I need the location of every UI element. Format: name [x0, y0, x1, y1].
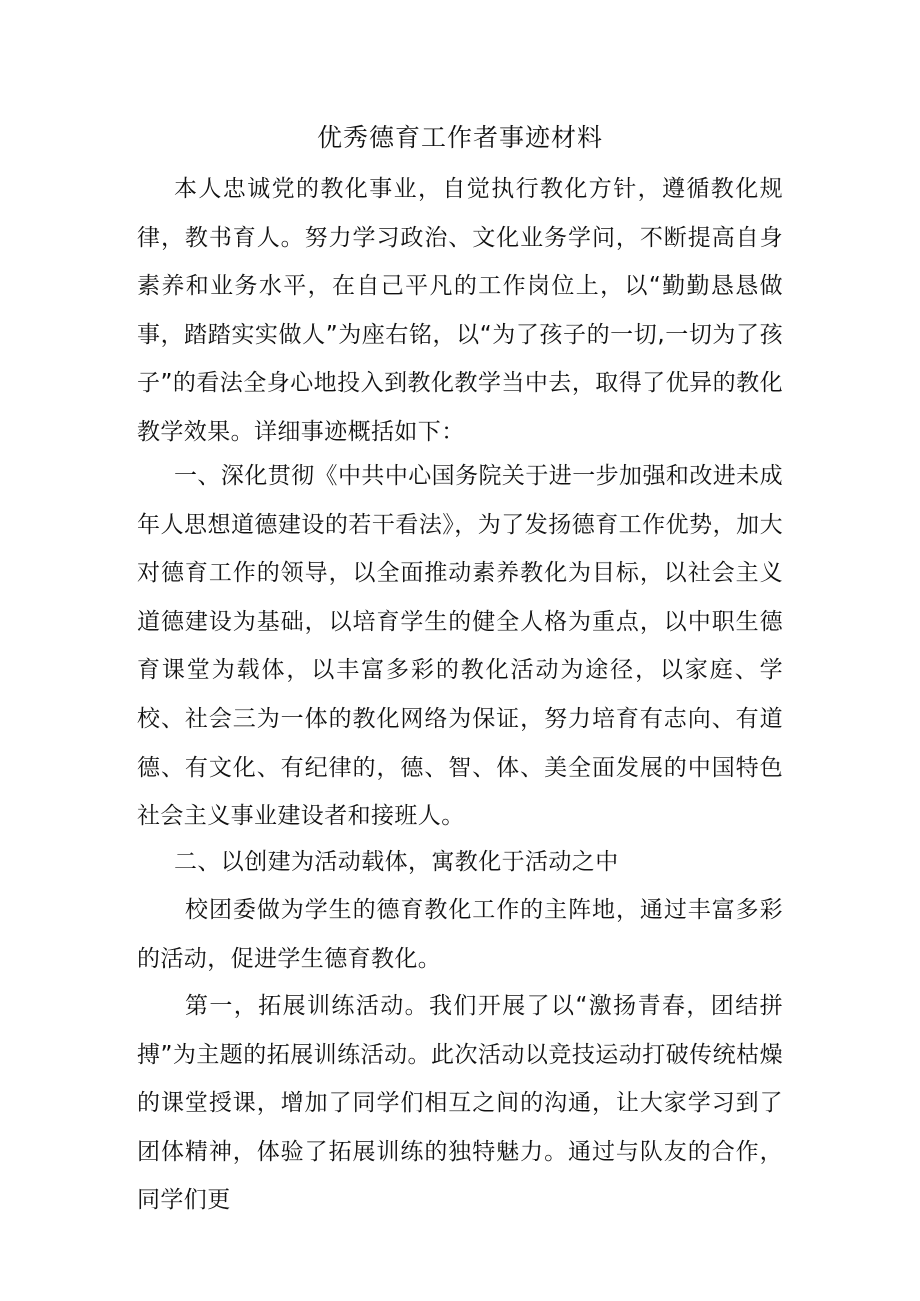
- paragraph-youth-league: 校团委做为学生的德育教化工作的主阵地，通过丰富多彩的活动，促进学生德育教化。: [137, 897, 783, 972]
- paragraph-section-one: 一、深化贯彻《中共中心国务院关于进一步加强和改进未成年人思想道德建设的若干看法》，为了发扬德育工作优势，加大对德育工作的领导，以全面推动素养教化为目标，以社会主义道德建设为基础，以培育学生的健全人格为重点，以中职生德育课堂为载体，以丰富多彩的教化活动为途径，以家庭、学校、社会三为一体的教化网络为保证，努力培育有志向、有道德、有文化、有纪律的，德、智、体、美全面发展的中国特色社会主义事业建设者和接班人。: [137, 463, 783, 830]
- paragraph-outward-training: 第一，拓展训练活动。我们开展了以“激扬青春，团结拼搏”为主题的拓展训练活动。此次活动以竞技运动打破传统枯燥的课堂授课，增加了同学们相互之间的沟通，让大家学习到了团体精神，体验了拓展训练的独特魅力。通过与队友的合作，同学们更: [137, 993, 783, 1214]
- paragraph-intro: 本人忠诚党的教化事业，自觉执行教化方针，遵循教化规律，教书育人。努力学习政治、文化业务学问，不断提高自身素养和业务水平，在自己平凡的工作岗位上，以“勤勤恳恳做事，踏踏实实做人”为座右铭，以“为了孩子的一切,一切为了孩子”的看法全身心地投入到教化教学当中去，取得了优异的教化教学效果。详细事迹概括如下：: [137, 176, 783, 445]
- heading-section-two: 二、以创建为活动载体，寓教化于活动之中: [174, 849, 619, 875]
- document-title: 优秀德育工作者事迹材料: [316, 123, 603, 152]
